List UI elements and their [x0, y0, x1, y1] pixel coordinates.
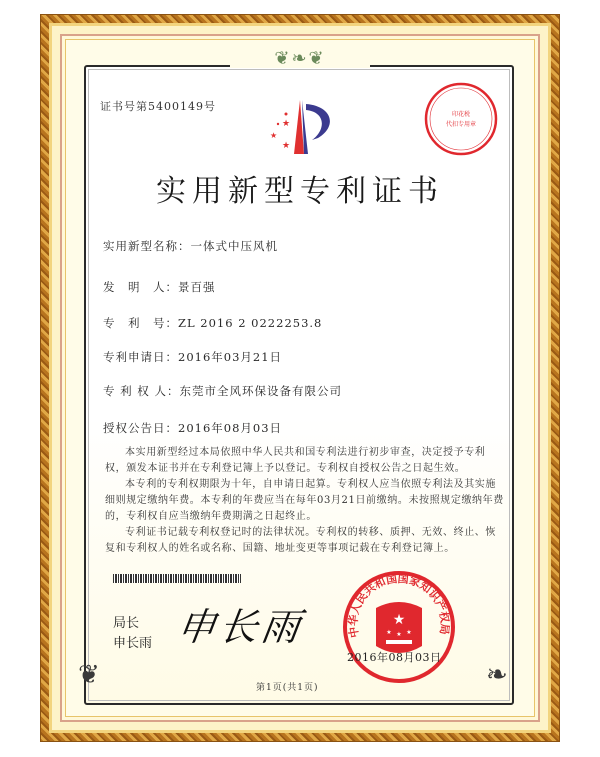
field-value: 东莞市全风环保设备有限公司 [179, 384, 342, 398]
field-value: 一体式中压风机 [190, 239, 278, 253]
director-signature: 申长雨 [174, 605, 307, 649]
svg-text:中华人民共和国国家知识产权局: 中华人民共和国国家知识产权局 [346, 572, 452, 639]
field-label: 专利申请日： [103, 350, 178, 364]
svg-text:印花税: 印花税 [451, 111, 471, 118]
field-value: 2016年03月21日 [178, 350, 283, 364]
top-ornament-icon: ❦❧❦ [230, 50, 370, 68]
field-value: 2016年08月03日 [178, 421, 283, 435]
svg-text:★: ★ [392, 612, 406, 628]
director-title: 局长 [113, 616, 140, 631]
body-paragraph: 本实用新型经过本局依照中华人民共和国专利法进行初步审查，决定授予专利权，颁发本证书并在专利登记簿上予以登记。专利权自授权公告之日起生效。 [105, 447, 486, 474]
field-utility-model-name [103, 238, 278, 254]
svg-text:★: ★ [396, 631, 402, 638]
seal-date: 2016年08月03日 [347, 651, 442, 664]
field-label: 授权公告日： [103, 421, 178, 435]
field-value: 景百强 [178, 280, 216, 294]
national-ip-office-seal-icon [340, 568, 458, 686]
field-value: ZL 2016 2 0222253.8 [178, 316, 323, 330]
body-paragraph: 本专利的专利权期限为十年，自申请日起算。专利权人应当依照专利法及其实施细则规定缴纳年费。本专利的年费应当在每年03月21日前缴纳。未按照规定缴纳年费的，专利权自应当缴纳年费期满之日起终止。 [105, 479, 504, 522]
certificate-number: 证书号第5400149号 [100, 100, 216, 113]
field-patent-number [103, 315, 322, 331]
field-label: 专 利 号： [103, 316, 178, 330]
svg-text:★: ★ [270, 131, 278, 140]
patent-office-logo-icon [260, 96, 340, 156]
svg-text:★: ★ [282, 141, 291, 151]
svg-text:★: ★ [282, 119, 291, 129]
body-paragraph: 专利证书记载专利权登记时的法律状况。专利权的转移、质押、无效、终止、恢复和专利权人的姓名或名称、国籍、地址变更等事项记载在专利登记簿上。 [105, 527, 496, 554]
barcode [113, 574, 241, 583]
field-label: 专 利 权 人： [103, 384, 180, 398]
field-grant-date [103, 420, 282, 436]
field-patentee [103, 383, 342, 399]
bottom-right-ornament-icon: ❧ [486, 660, 508, 690]
bottom-left-ornament-icon: ❦ [78, 660, 100, 690]
svg-text:★: ★ [406, 629, 412, 636]
field-label: 发 明 人： [103, 280, 178, 294]
svg-text:代扣专用章: 代扣专用章 [445, 121, 477, 128]
page-number: 第1页(共1页) [256, 683, 319, 693]
field-application-date [103, 349, 282, 365]
certificate-body [105, 445, 505, 557]
field-inventor [103, 279, 216, 295]
director-name: 申长雨 [113, 636, 153, 651]
certificate-title: 实用新型专利证书 [156, 174, 444, 209]
svg-text:★: ★ [386, 629, 392, 636]
tax-stamp-seal-icon [422, 80, 500, 158]
field-label: 实用新型名称： [103, 239, 191, 253]
